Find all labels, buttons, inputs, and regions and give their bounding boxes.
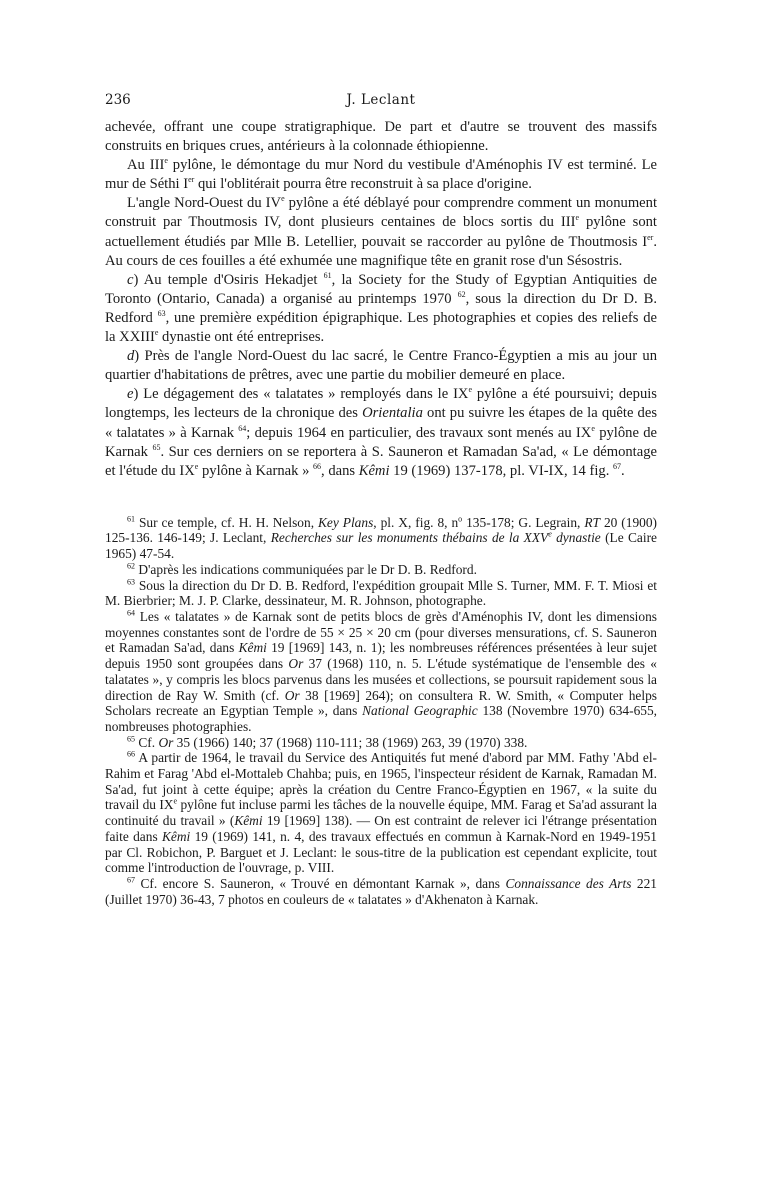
footnote: $^{63}$ Sous la direction du Dr D. B. Redford, l'expédition groupait Mlle S. Turner, MM. F. T. Miosi et M. Bierbrier; M. J. P. Clarke, dessinateur, M. R. Johnson, photographe. (105, 577, 657, 609)
footnote: $^{66}$ A partir de 1964, le travail du Service des Antiquités fut mené d'abord par MM. Fathy 'Abd el-Rahim et Farag 'Abd el-Mottaleb Chahba; puis, en 1965, l'inspecteur résident de Karnak, Ramadan M. Sa'ad, fut joint à cette équipe; après la création du Centre Franco-Égyptien en 1967, « la suite du travail du IXe pylône fut incluse parmi les tâches de la nouvelle équipe, MM. Farag et Sa'ad assurant la continuité du travail » (Kêmi 19 [1969] 138). — On est contraint de relever ici l'étrange présentation faite dans Kêmi 19 (1969) 141, n. 4, des travaux effectués en commun à Karnak-Nord en 1949-1951 par Cl. Robichon, P. Barguet et J. Leclant: le sous-titre de la publication est cependant explicite, tout comme l'introduction de l'ouvrage, p. VIII. (105, 749, 657, 876)
paragraph: e) Le dégagement des « talatates » remployés dans le IXe pylône a été poursuivi; depuis longtemps, les lecteurs de la chronique des Orientalia ont pu suivre les étapes de la quête des « talatates » à Karnak $^{64}$; depuis 1964 en particulier, des travaux sont menés au IXe pylône de Karnak $^{65}$. Sur ces derniers on se reportera à S. Sauneron et Ramadan Sa'ad, « Le démontage et l'étude du IXe pylône à Karnak » $^{66}$, dans Kêmi 19 (1969) 137-178, pl. VI-IX, 14 fig. $^{67}$. (105, 385, 658, 479)
paragraph: Au IIIe pylône, le démontage du mur Nord du vestibule d'Aménophis IV est terminé. Le mur de Séthi Ier qui l'oblitérait pourra être reconstruit à sa place d'origine. (105, 156, 657, 193)
footnotes (105, 515, 657, 908)
running-head: J. Leclant (346, 92, 416, 108)
paragraph: L'angle Nord-Ouest du IVe pylône a été déblayé pour comprendre comment un monument construit par Thoutmosis IV, dont plusieurs centaines de blocs sortis du IIIe pylône sont actuellement étudiés par Mlle B. Letellier, pouvait se raccorder au pylône de Thoutmosis Ier. Au cours de ces fouilles a été exhumée une magnifique tête en granit rose d'un Sésostris. (105, 194, 657, 269)
footnote: $^{62}$ D'après les indications communiquées par le Dr D. B. Redford. (127, 561, 477, 577)
body-text (105, 118, 657, 481)
paragraph: c) Au temple d'Osiris Hekadjet $^{61}$, la Society for the Study of Egyptian Antiquities de Toronto (Ontario, Canada) a organisé au printemps 1970 $^{62}$, sous la direction du Dr D. B. Redford $^{63}$, une première expédition épigraphique. Les photographies et copies des reliefs de la XXIIIe dynastie ont été entreprises. (105, 270, 658, 346)
paragraph: achevée, offrant une coupe stratigraphique. De part et d'autre se trouvent des massifs construits en briques crues, antérieurs à la colonnade éthiopienne. (105, 119, 657, 155)
footnote: $^{64}$ Les « talatates » de Karnak sont de petits blocs de grès d'Aménophis IV, dont les dimensions moyennes constantes sont de l'ordre de 55 × 25 × 20 cm (pour diverses mensurations, cf. S. Sauneron et Ramadan Sa'ad, dans Kêmi 19 [1969] 143, n. 1); les nombreuses références présentées à leur sujet depuis 1950 sont groupées dans Or 37 (1968) 110, n. 5. L'étude systématique de l'ensemble des « talatates », y compris les blocs parvenus dans les musées et collections, se poursuit rapidement sous la direction de Ray W. Smith (cf. Or 38 [1969] 264); on consultera R. W. Smith, « Computer helps Scholars recreate an Egyptian Temple », dans National Geographic 138 (Novembre 1970) 634-655, nombreuses photographies. (105, 608, 658, 734)
page (105, 92, 657, 907)
footnote-separator (105, 481, 657, 515)
paragraph: d) Près de l'angle Nord-Ouest du lac sacré, le Centre Franco-Égyptien a mis au jour un quartier d'habitations de prêtres, avec une partie du mobilier demeuré en place. (105, 348, 657, 384)
footnote: $^{65}$ Cf. Or 35 (1966) 140; 37 (1968) 110-111; 38 (1969) 263, 39 (1970) 338. (127, 734, 528, 750)
footnote: $^{67}$ Cf. encore S. Sauneron, « Trouvé en démontant Karnak », dans Connaissance des Arts 221 (Juillet 1970) 36-43, 7 photos en couleurs de « talatates » d'Akhenaton à Karnak. (105, 875, 657, 907)
page-header (105, 92, 657, 118)
page-number: 236 (105, 92, 131, 108)
footnote: $^{61}$ Sur ce temple, cf. H. H. Nelson, Key Plans, pl. X, fig. 8, $n^o$ 135-178; G. Legrain, RT 20 (1900) 125-136. 146-149; J. Leclant, Recherches sur les monuments thébains de la XXVe dynastie (Le Caire 1965) 47-54. (105, 514, 657, 562)
